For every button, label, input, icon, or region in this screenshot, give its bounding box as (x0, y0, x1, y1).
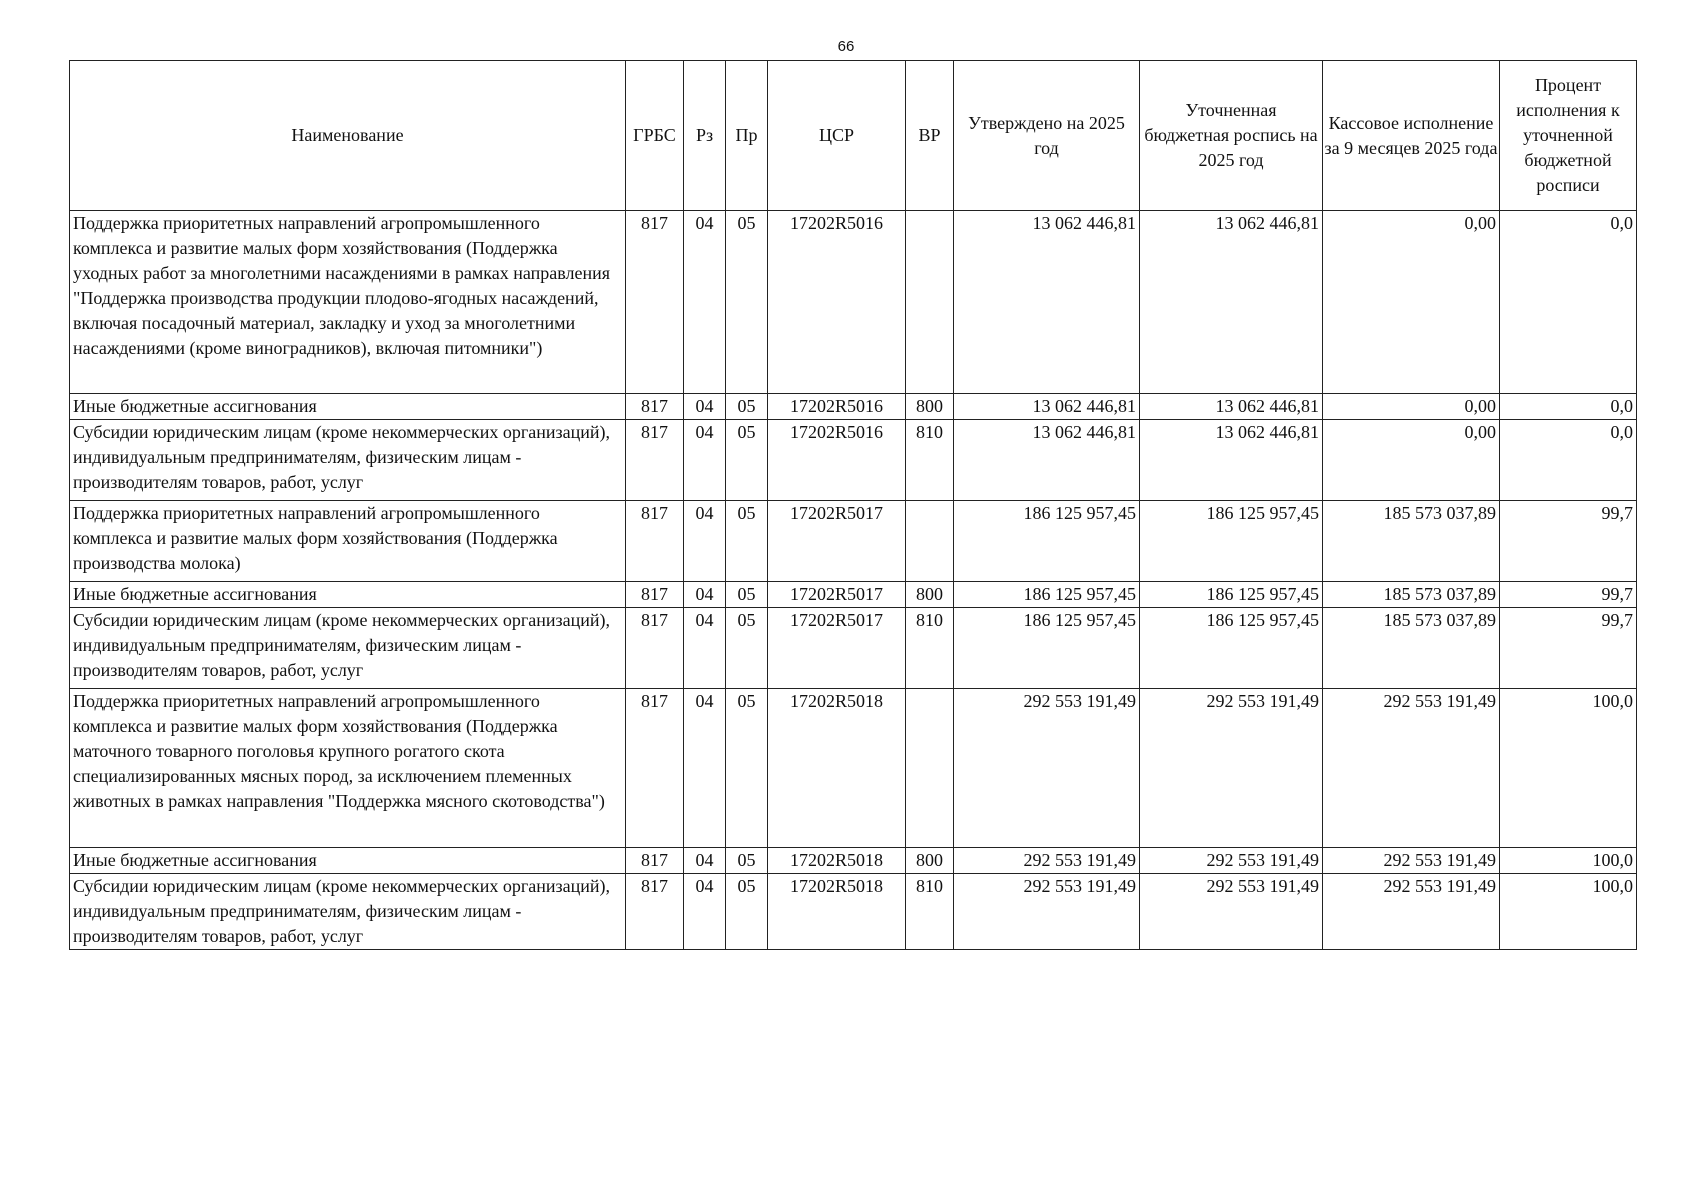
cell-vr: 800 (906, 848, 954, 874)
cell-grbs: 817 (626, 874, 684, 950)
cell-grbs: 817 (626, 420, 684, 501)
cell-refined: 292 553 191,49 (1140, 848, 1323, 874)
cell-name: Иные бюджетные ассигнования (70, 582, 626, 608)
cell-rz: 04 (684, 501, 726, 582)
cell-rz: 04 (684, 689, 726, 848)
cell-refined: 186 125 957,45 (1140, 501, 1323, 582)
cell-pr: 05 (726, 689, 768, 848)
cell-rz: 04 (684, 608, 726, 689)
cell-percent: 0,0 (1500, 394, 1637, 420)
cell-rz: 04 (684, 420, 726, 501)
cell-refined: 292 553 191,49 (1140, 874, 1323, 950)
header-csr: ЦСР (768, 61, 906, 211)
table-row (70, 211, 1637, 394)
cell-pr: 05 (726, 211, 768, 394)
cell-percent: 99,7 (1500, 501, 1637, 582)
cell-rz: 04 (684, 874, 726, 950)
cell-name: Субсидии юридическим лицам (кроме некоммерческих организаций), индивидуальным предпринимателям, физическим лицам - производителям товаров, работ, услуг (70, 420, 626, 501)
cell-refined: 13 062 446,81 (1140, 211, 1323, 394)
header-pr: Пр (726, 61, 768, 211)
cell-vr (906, 501, 954, 582)
cell-cash: 292 553 191,49 (1323, 848, 1500, 874)
cell-csr: 17202R5018 (768, 874, 906, 950)
cell-name: Иные бюджетные ассигнования (70, 848, 626, 874)
cell-pr: 05 (726, 501, 768, 582)
cell-csr: 17202R5017 (768, 582, 906, 608)
cell-vr: 810 (906, 874, 954, 950)
cell-cash: 0,00 (1323, 394, 1500, 420)
cell-grbs: 817 (626, 501, 684, 582)
table-row (70, 874, 1637, 950)
budget-table (69, 60, 1637, 950)
cell-pr: 05 (726, 394, 768, 420)
cell-grbs: 817 (626, 394, 684, 420)
cell-percent: 100,0 (1500, 848, 1637, 874)
cell-cash: 292 553 191,49 (1323, 689, 1500, 848)
cell-refined: 186 125 957,45 (1140, 582, 1323, 608)
cell-pr: 05 (726, 608, 768, 689)
table-row (70, 501, 1637, 582)
cell-percent: 100,0 (1500, 689, 1637, 848)
header-cash: Кассовое исполнение за 9 месяцев 2025 года (1323, 61, 1500, 211)
cell-name: Иные бюджетные ассигнования (70, 394, 626, 420)
cell-vr: 800 (906, 394, 954, 420)
table-row (70, 608, 1637, 689)
header-refined: Уточненная бюджетная роспись на 2025 год (1140, 61, 1323, 211)
cell-approved: 292 553 191,49 (954, 874, 1140, 950)
cell-cash: 185 573 037,89 (1323, 582, 1500, 608)
cell-refined: 186 125 957,45 (1140, 608, 1323, 689)
cell-grbs: 817 (626, 848, 684, 874)
cell-percent: 99,7 (1500, 608, 1637, 689)
header-grbs: ГРБС (626, 61, 684, 211)
cell-name: Поддержка приоритетных направлений агропромышленного комплекса и развитие малых форм хозяйствования (Поддержка производства молока) (70, 501, 626, 582)
cell-approved: 186 125 957,45 (954, 501, 1140, 582)
cell-percent: 99,7 (1500, 582, 1637, 608)
cell-vr (906, 211, 954, 394)
table-header-row (70, 61, 1637, 211)
header-name: Наименование (70, 61, 626, 211)
cell-csr: 17202R5016 (768, 211, 906, 394)
cell-approved: 186 125 957,45 (954, 582, 1140, 608)
cell-percent: 100,0 (1500, 874, 1637, 950)
table-row (70, 420, 1637, 501)
cell-pr: 05 (726, 420, 768, 501)
cell-csr: 17202R5016 (768, 394, 906, 420)
cell-pr: 05 (726, 582, 768, 608)
cell-approved: 13 062 446,81 (954, 211, 1140, 394)
cell-cash: 292 553 191,49 (1323, 874, 1500, 950)
cell-grbs: 817 (626, 582, 684, 608)
cell-vr: 800 (906, 582, 954, 608)
cell-approved: 13 062 446,81 (954, 394, 1140, 420)
cell-vr: 810 (906, 608, 954, 689)
cell-approved: 13 062 446,81 (954, 420, 1140, 501)
cell-cash: 0,00 (1323, 420, 1500, 501)
cell-grbs: 817 (626, 211, 684, 394)
cell-rz: 04 (684, 848, 726, 874)
cell-grbs: 817 (626, 689, 684, 848)
cell-refined: 13 062 446,81 (1140, 420, 1323, 501)
cell-rz: 04 (684, 582, 726, 608)
cell-rz: 04 (684, 211, 726, 394)
cell-pr: 05 (726, 848, 768, 874)
table-row (70, 582, 1637, 608)
header-rz: Рз (684, 61, 726, 211)
cell-refined: 292 553 191,49 (1140, 689, 1323, 848)
cell-name: Поддержка приоритетных направлений агропромышленного комплекса и развитие малых форм хозяйствования (Поддержка маточного товарного поголовья крупного рогатого скота специализированных мясных пород, за исключением племенных животных в рамках направления "Поддержка мясного скотоводства") (70, 689, 626, 848)
cell-rz: 04 (684, 394, 726, 420)
header-vr: ВР (906, 61, 954, 211)
cell-name: Поддержка приоритетных направлений агропромышленного комплекса и развитие малых форм хозяйствования (Поддержка уходных работ за многолетними насаждениями в рамках направления "Поддержка производства продукции плодово-ягодных насаждений, включая посадочный материал, закладку и уход за многолетними насаждениями (кроме виноградников), включая питомники") (70, 211, 626, 394)
cell-approved: 186 125 957,45 (954, 608, 1140, 689)
header-percent: Процент исполнения к уточненной бюджетной росписи (1500, 61, 1637, 211)
cell-csr: 17202R5017 (768, 608, 906, 689)
cell-pr: 05 (726, 874, 768, 950)
table-row (70, 689, 1637, 848)
cell-vr: 810 (906, 420, 954, 501)
cell-approved: 292 553 191,49 (954, 689, 1140, 848)
cell-cash: 185 573 037,89 (1323, 501, 1500, 582)
cell-percent: 0,0 (1500, 211, 1637, 394)
header-approved: Утверждено на 2025 год (954, 61, 1140, 211)
cell-csr: 17202R5018 (768, 689, 906, 848)
cell-csr: 17202R5018 (768, 848, 906, 874)
cell-percent: 0,0 (1500, 420, 1637, 501)
cell-grbs: 817 (626, 608, 684, 689)
cell-approved: 292 553 191,49 (954, 848, 1140, 874)
cell-name: Субсидии юридическим лицам (кроме некоммерческих организаций), индивидуальным предпринимателям, физическим лицам - производителям товаров, работ, услуг (70, 608, 626, 689)
cell-csr: 17202R5016 (768, 420, 906, 501)
table-row (70, 394, 1637, 420)
cell-refined: 13 062 446,81 (1140, 394, 1323, 420)
cell-cash: 0,00 (1323, 211, 1500, 394)
cell-csr: 17202R5017 (768, 501, 906, 582)
page-number: 66 (837, 38, 855, 55)
cell-cash: 185 573 037,89 (1323, 608, 1500, 689)
table-row (70, 848, 1637, 874)
cell-name: Субсидии юридическим лицам (кроме некоммерческих организаций), индивидуальным предпринимателям, физическим лицам - производителям товаров, работ, услуг (70, 874, 626, 950)
cell-vr (906, 689, 954, 848)
